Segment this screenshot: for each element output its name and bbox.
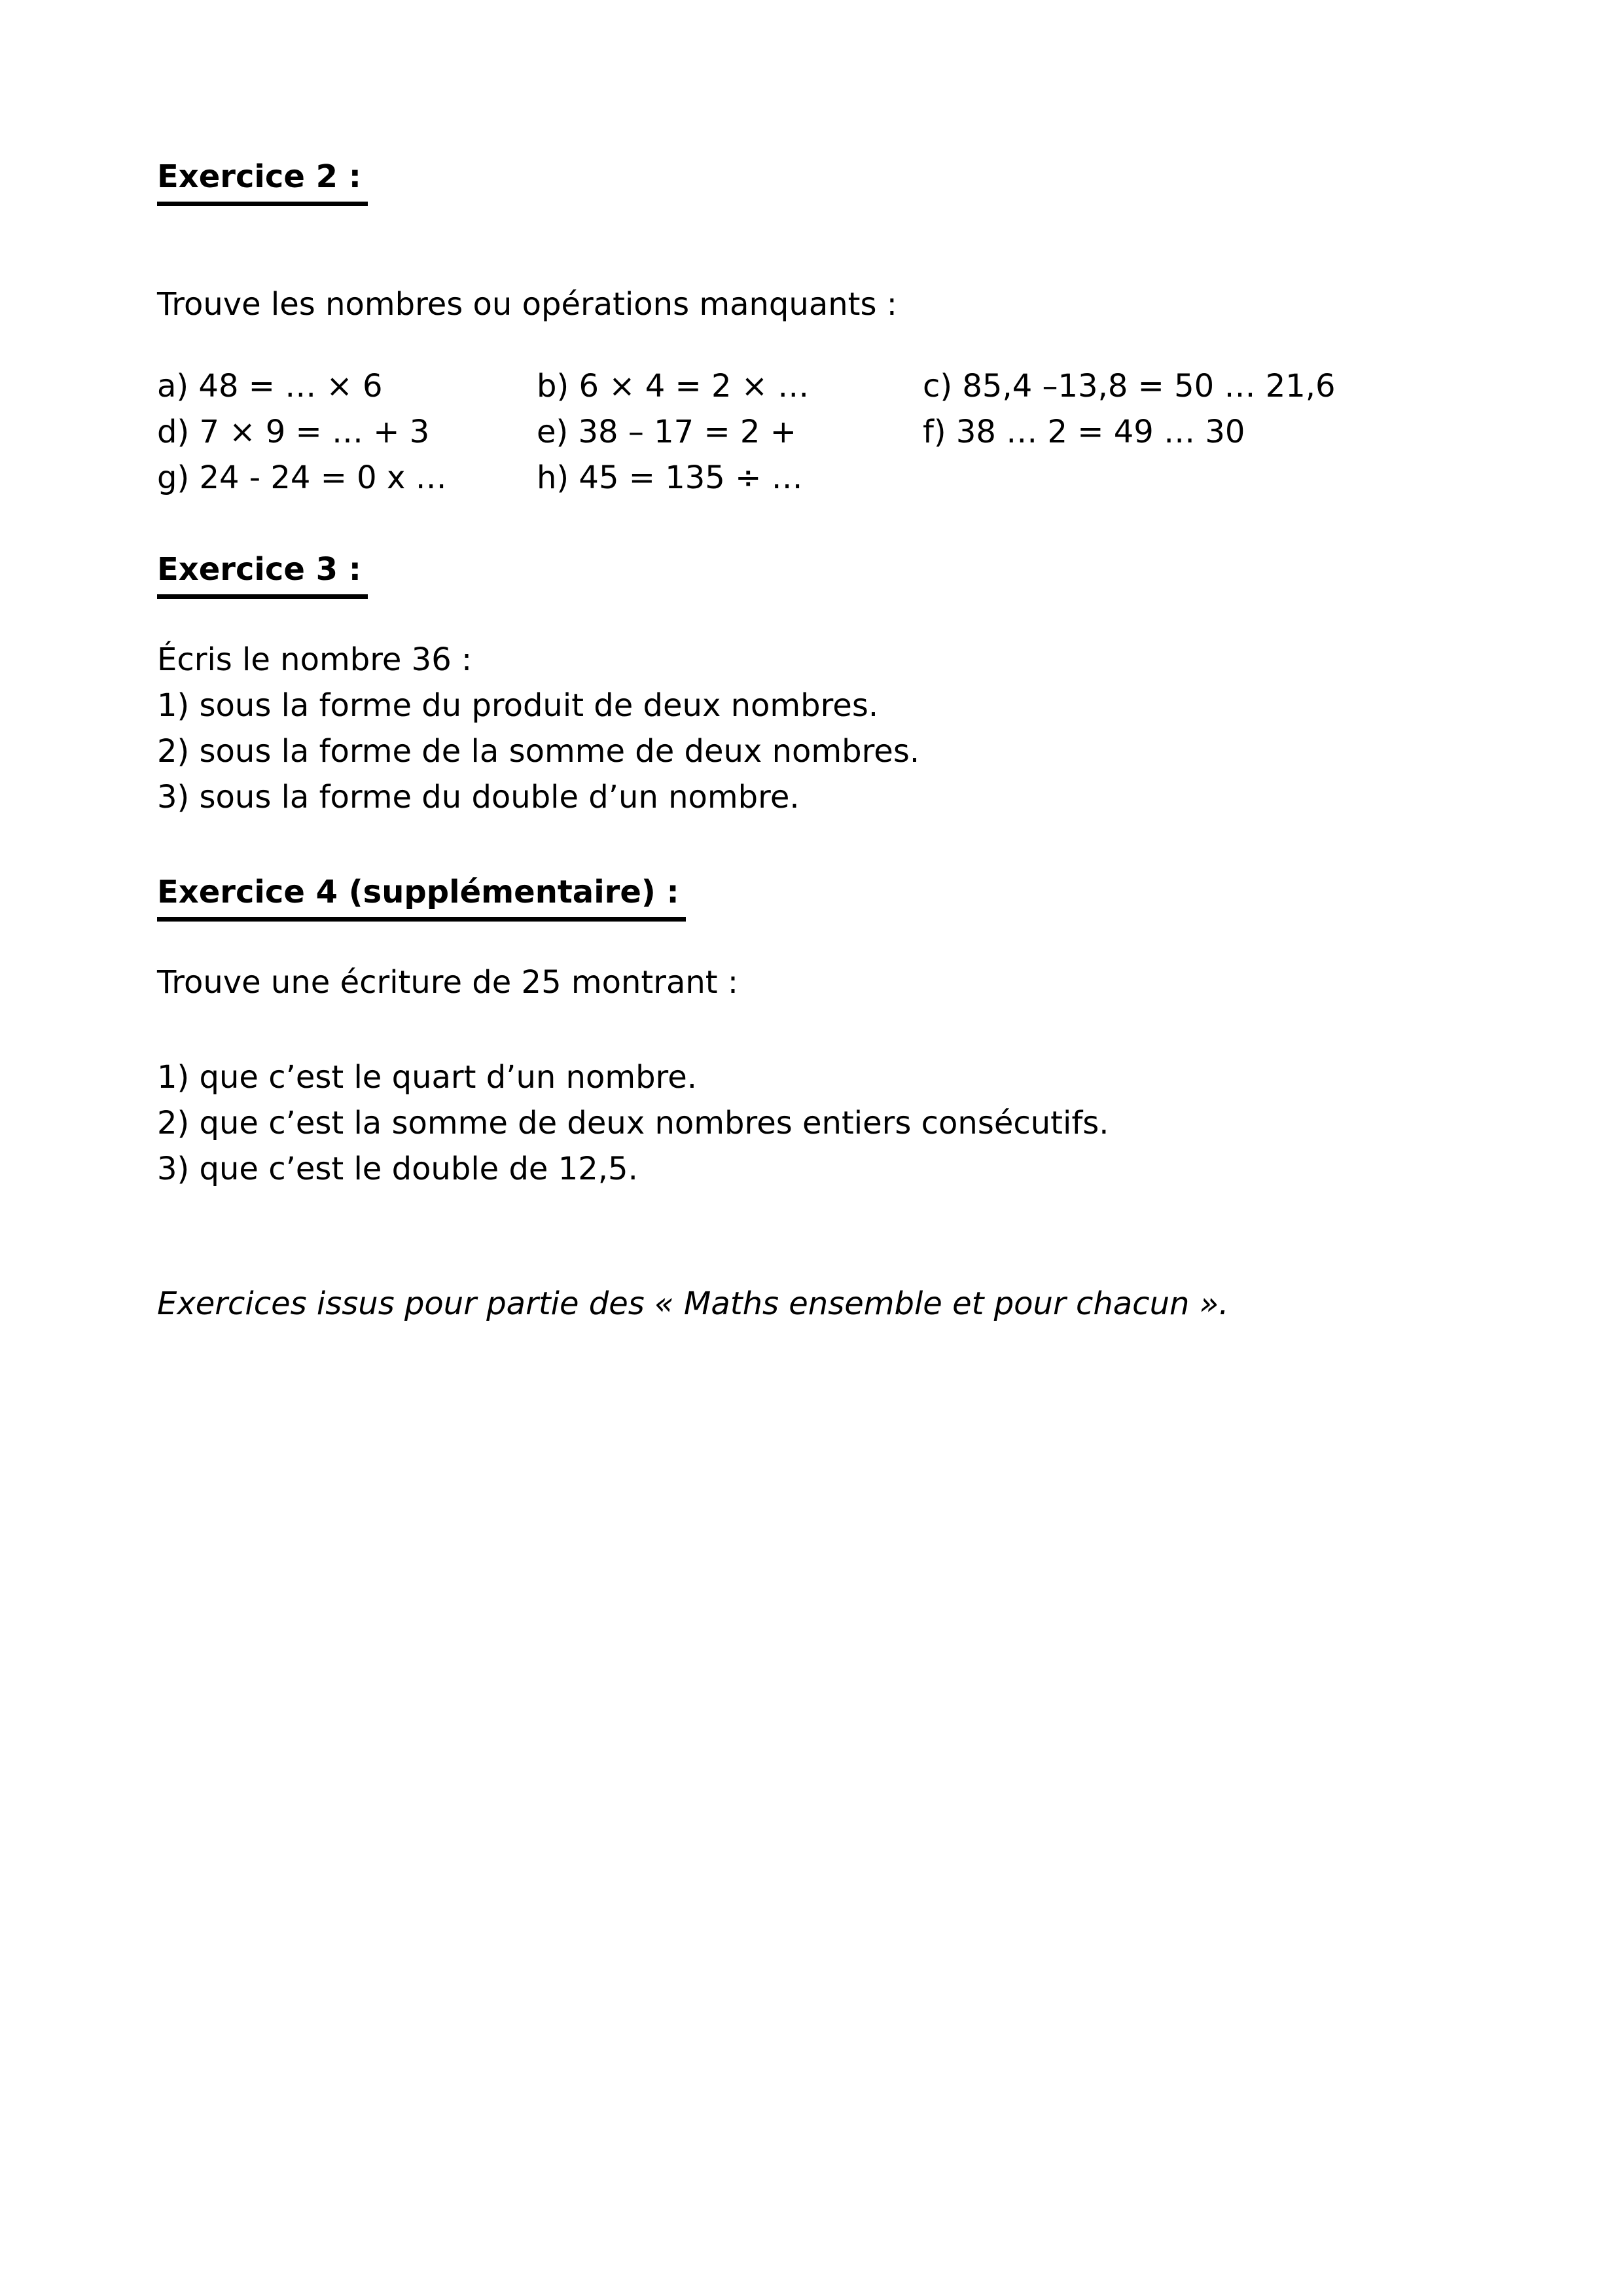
equation-e: e) 38 – 17 = 2 + xyxy=(537,414,796,450)
exercise4-item-1: 1) que c’est le quart d’un nombre. xyxy=(157,1059,698,1096)
exercise3-items xyxy=(157,683,1544,820)
exercise3-item-1: 1) sous la forme du produit de deux nombres. xyxy=(157,687,879,724)
exercise2-title-text: Exercice 2 : xyxy=(157,154,368,206)
equation-f: f) 38 … 2 = 49 … 30 xyxy=(923,414,1245,450)
exercise3-intro: Écris le nombre 36 : xyxy=(157,641,473,678)
exercise4-items xyxy=(157,1054,1544,1192)
source-note: Exercices issus pour partie des « Maths ensemble et pour chacun ». xyxy=(157,1285,1229,1322)
exercise2-equations xyxy=(157,363,1544,501)
equation-d: d) 7 × 9 = … + 3 xyxy=(157,414,430,450)
exercise4-item-3: 3) que c’est le double de 12,5. xyxy=(157,1151,638,1187)
equation-a: a) 48 = … × 6 xyxy=(157,368,383,404)
exercise4-title xyxy=(157,869,1544,922)
equation-g: g) 24 - 24 = 0 x … xyxy=(157,459,447,496)
exercise3-item-3: 3) sous la forme du double d’un nombre. xyxy=(157,779,800,816)
exercise2-title xyxy=(157,154,1544,206)
exercise3-item-2: 2) sous la forme de la somme de deux nombres. xyxy=(157,733,920,770)
exercise4-item-2: 2) que c’est la somme de deux nombres entiers consécutifs. xyxy=(157,1105,1109,1141)
exercise3-title-text: Exercice 3 : xyxy=(157,547,368,599)
equation-b: b) 6 × 4 = 2 × … xyxy=(537,368,810,404)
exercise4-intro: Trouve une écriture de 25 montrant : xyxy=(157,964,739,1001)
exercise4-title-text: Exercice 4 (supplémentaire) : xyxy=(157,869,686,922)
equation-c: c) 85,4 –13,8 = 50 … 21,6 xyxy=(923,368,1336,404)
exercise2-intro: Trouve les nombres ou opérations manquants : xyxy=(157,286,897,323)
equation-h: h) 45 = 135 ÷ … xyxy=(537,459,803,496)
exercise3-title xyxy=(157,547,1544,599)
